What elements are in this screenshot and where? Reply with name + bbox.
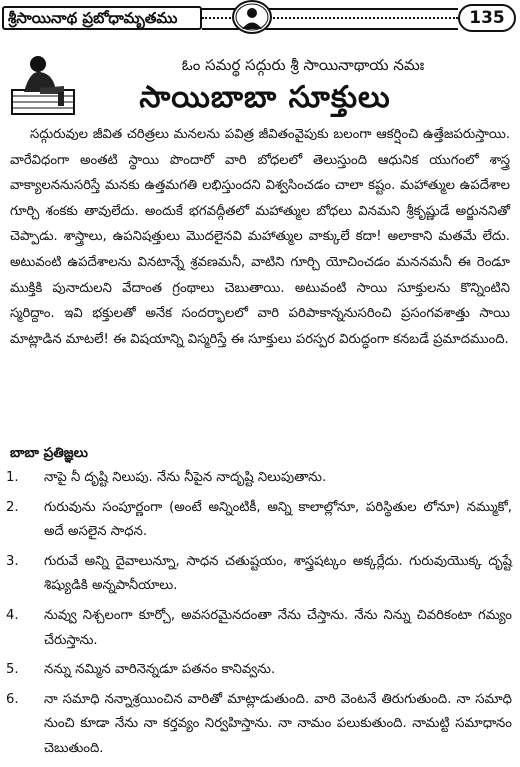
saint-medallion-icon (232, 0, 272, 34)
invocation-line: ఓం సమర్థ సద్గురు శ్రీ సాయినాథాయ నమః (181, 56, 425, 74)
list-item-text: నా సమాధి నన్నాశ్రయించిన వారితో మాట్లాడుతుంది. వారి వెంటనే తిరుగుతుంది. నా సమాధి నుంచి కూడా నేను నా కర్తవ్యం నిర్వహిస్తాను. నా నామం పలుకుతుంది. నామట్టి సమాధానం చెబుతుంది. (44, 691, 512, 756)
list-item-number: 4. (6, 607, 19, 623)
list-item-number: 1. (6, 470, 19, 485)
section-heading: బాబా ప్రతిజ్ఞలు (10, 445, 88, 461)
list-item (6, 658, 512, 683)
intro-paragraph: సద్గురువుల జీవిత చరిత్రలు మనలను పవిత్ర జీవితంవైపుకు బలంగా ఆకర్షించి ఉత్తేజపరుస్తాయి. వారేవిధంగా అంతటి స్థాయి పొందారో వారి బోధలలో తెలుస్తుంది ఆధునిక యుగంలో శాస్త్ర వాక్యాలననుసరిస్తే మనకు ఉత్తమగతి లభిస్తుందని విశ్వసించడం చాలా కష్టం. మహాత్ముల ఉపదేశాల గూర్చి శంకకు తావులేదు. అందుకే భగవద్గీతలో మహాత్ముల బోధలు వినమని శ్రీకృష్ణుడే అర్జుననితో చెప్పాడు. శాస్త్రాలు, ఉపనిషత్తులు మొదలైనవి మహాత్ముల వాక్కులే కదా! అలాకాని మతమే లేదు. అటువంటి ఉపదేశాలను వినటాన్నే శ్రవణమనీ, వాటిని గూర్చి యోచించడం మననమనీ ఈ రెండూ ముక్తికి పునాదులని వేదాంత గ్రంథాలు చెబుతాయి. అటువంటి సాయి సూక్తులను కొన్నింటిని స్మరిద్దాం. ఇవి భక్తులతో అనేక సందర్భాలలో వారి పరిపాకాన్ననుసరించి ప్రసంగవశాత్తు సాయి మాట్లాడిన మాటలే! ఈ విషయాన్ని విస్మరిస్తే ఈ సూక్తులు పరస్పర విరుద్ధంగా కనబడే ప్రమాదముంది. (10, 127, 510, 347)
list-item-text: గురువే అన్ని దైవాలున్నూ, సాధన చతుష్టయం, శాస్త్రషట్కం అక్కర్లేదు. గురువుయొక్క దృష్టే శిష్యుడికి అన్నపానీయాలు. (44, 553, 512, 594)
list-item-number: 3. (6, 553, 19, 569)
list-item-text: నువ్వు నిశ్చలంగా కూర్చో, అవసరమైనదంతా నేను చేస్తాను. నేను నిన్ను చివరికంటా గమ్యం చేరుస్తాను. (44, 607, 512, 648)
list-item (6, 550, 512, 599)
list-item (6, 604, 512, 653)
list-item-text: నన్ను నమ్మిన వారినెన్నడూ పతనం కానివ్వను. (44, 662, 276, 678)
list-item-number: 6. (6, 691, 19, 707)
page-number: 135 (458, 4, 516, 32)
intro-section (10, 122, 510, 352)
list-item (6, 496, 512, 545)
saint-portrait-icon (10, 52, 76, 118)
page-title: సాయిబాబా సూక్తులు (139, 80, 391, 115)
list-item (6, 466, 512, 491)
list-item (6, 688, 512, 762)
vows-list (6, 466, 512, 767)
list-item-text: నాపై నీ దృష్టి నిలుపు. నేను నీపైన నాదృష్టి నిలుపుతాను. (44, 470, 327, 485)
list-item-number: 5. (6, 662, 19, 678)
book-title: శ్రీసాయినాథ ప్రబోధామృతము (2, 6, 202, 30)
list-item-number: 2. (6, 499, 19, 515)
page-header (0, 0, 520, 40)
list-item-text: గురువును సంపూర్ణంగా (అంటే అన్నింటికీ, అన్ని కాలాల్లోనూ, పరిస్థితుల లోనూ) నమ్ముకో, అదే అసలైన సాధన. (44, 499, 512, 540)
